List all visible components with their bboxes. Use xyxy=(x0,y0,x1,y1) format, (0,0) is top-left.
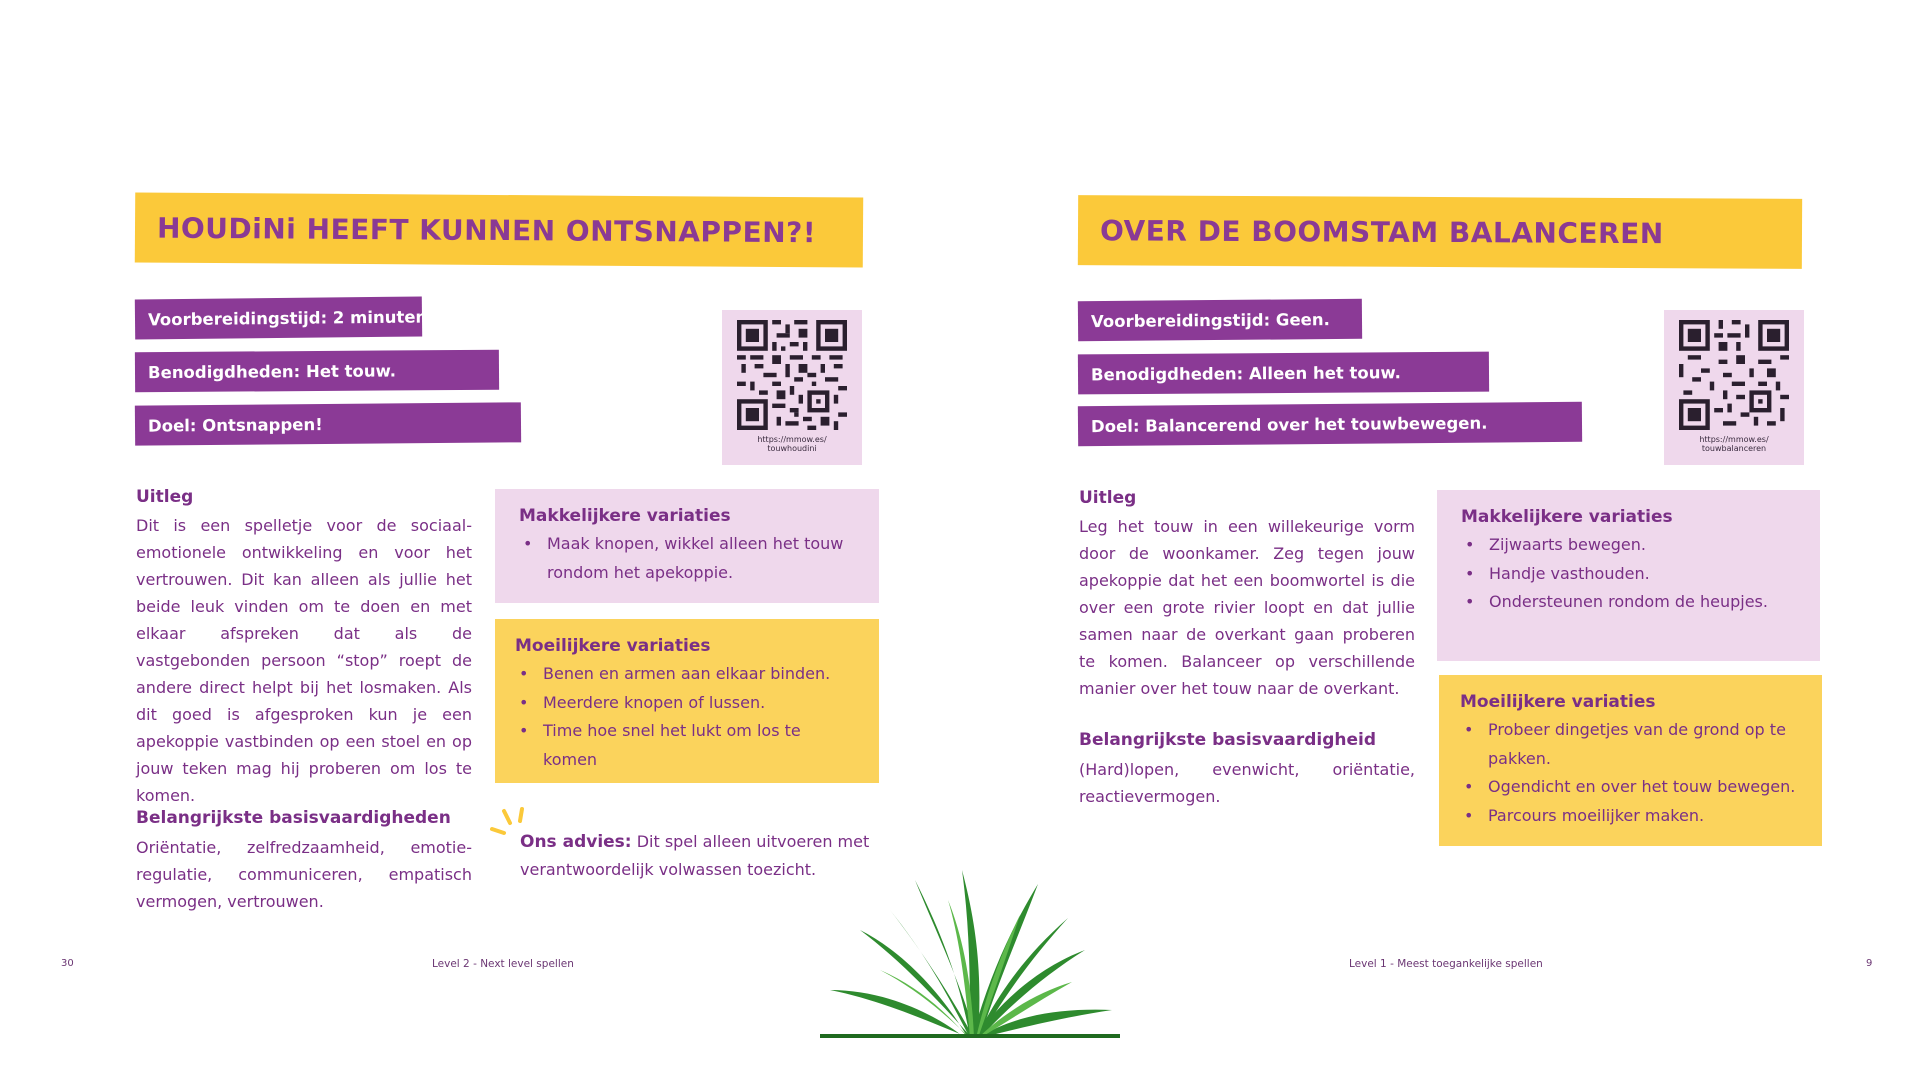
right-prep-tag: Voorbereidingstijd: Geen. xyxy=(1078,299,1362,341)
right-title-banner xyxy=(1078,195,1802,269)
list-item: • Probeer dingetjes van de grond op te pakken. xyxy=(1460,716,1802,773)
left-qr-url-line2: touwhoudini xyxy=(767,444,817,453)
left-easier-box xyxy=(495,489,879,603)
left-easier-heading: Makkelijkere variaties xyxy=(519,506,731,526)
right-uitleg-heading: Uitleg xyxy=(1079,488,1137,508)
list-item: • Meerdere knopen of lussen. xyxy=(515,689,859,718)
left-skills-heading: Belangrijkste basisvaardigheden xyxy=(136,808,451,828)
left-needs-tag: Benodigdheden: Het touw. xyxy=(135,350,499,393)
left-page-number: 30 xyxy=(61,958,74,969)
right-harder-list xyxy=(1460,716,1802,830)
left-page-title: HOUDiNi HEEFT KUNNEN ONTSNAPPEN?! xyxy=(156,211,817,249)
right-qr-url-line1: https://mmow.es/ xyxy=(1699,435,1769,444)
list-item: • Handje vasthouden. xyxy=(1461,560,1800,589)
right-page-title: OVER DE BOOMSTAM BALANCEREN xyxy=(1099,213,1664,250)
left-goal-tag: Doel: Ontsnappen! xyxy=(135,402,521,445)
plant-leaves-illustration xyxy=(820,870,1120,1038)
left-qr-code[interactable] xyxy=(722,310,862,465)
right-qr-url-line2: touwbalanceren xyxy=(1701,444,1767,453)
list-item: • Ondersteunen rondom de heupjes. xyxy=(1461,588,1800,617)
right-uitleg-text: Leg het touw in een willekeurige vorm door de woonkamer. Zeg tegen jouw apekoppie dat het een boomwortel is die over een grote rivier loopt en dat jullie samen naar de overkant gaan proberen te komen. Balanceer op verschillende manier over het touw naar de overkant. xyxy=(1079,517,1415,698)
right-harder-box xyxy=(1439,675,1822,846)
right-skills-heading: Belangrijkste basisvaardigheid xyxy=(1079,730,1377,750)
left-uitleg-heading: Uitleg xyxy=(136,487,194,507)
right-footer: Level 1 - Meest toegankelijke spellen xyxy=(1349,958,1543,970)
list-item: • Time hoe snel het lukt om los te komen xyxy=(515,717,859,774)
left-footer: Level 2 - Next level spellen xyxy=(432,958,574,970)
right-harder-heading: Moeilijkere variaties xyxy=(1460,692,1656,712)
advice-text: Dit spel alleen uitvoeren met verantwoordelijk volwassen toezicht. xyxy=(520,832,870,879)
list-item: • Benen en armen aan elkaar binden. xyxy=(515,660,859,689)
right-page-number: 9 xyxy=(1866,958,1873,969)
right-easier-list xyxy=(1461,531,1800,617)
left-skills-text: Oriëntatie, zelfredzaamheid, emotie-regulatie, communiceren, empatisch vermogen, vertrouwen. xyxy=(136,838,472,911)
right-easier-heading: Makkelijkere variaties xyxy=(1461,507,1673,527)
right-needs-tag: Benodigdheden: Alleen het touw. xyxy=(1078,352,1489,395)
list-item: • Zijwaarts bewegen. xyxy=(1461,531,1800,560)
list-item: • Parcours moeilijker maken. xyxy=(1460,802,1802,831)
left-harder-box xyxy=(495,619,879,783)
left-qr-code-graphic xyxy=(737,320,847,430)
right-qr-code[interactable] xyxy=(1664,310,1804,465)
left-harder-heading: Moeilijkere variaties xyxy=(515,636,711,656)
right-easier-box xyxy=(1437,490,1820,661)
list-item: • Ogendicht en over het touw bewegen. xyxy=(1460,773,1802,802)
left-qr-url-line1: https://mmow.es/ xyxy=(757,435,827,444)
left-easier-list xyxy=(519,530,859,587)
list-item: • Maak knopen, wikkel alleen het touw rondom het apekoppie. xyxy=(519,530,859,587)
left-harder-list xyxy=(515,660,859,774)
left-prep-tag: Voorbereidingstijd: 2 minuten. xyxy=(135,296,422,339)
right-goal-tag: Doel: Balancerend over het touwbewegen. xyxy=(1078,402,1582,446)
advice-label: Ons advies: xyxy=(520,832,632,852)
right-skills-text: (Hard)lopen, evenwicht, oriëntatie, reactievermogen. xyxy=(1079,760,1415,806)
right-qr-code-graphic xyxy=(1679,320,1789,430)
left-uitleg-text: Dit is een spelletje voor de sociaal-emotionele ontwikkeling en voor het vertrouwen. Dit kan alleen als jullie het beide leuk vinden om te doen en met elkaar afspreken dat als de vastgebonden persoon “stop” roept de andere direct helpt bij het losmaken. Als dit goed is afgesproken kun je een apekoppie vastbinden op een stoel en op jouw teken mag hij proberen om los te komen. xyxy=(136,516,472,805)
left-title-banner xyxy=(135,192,863,267)
